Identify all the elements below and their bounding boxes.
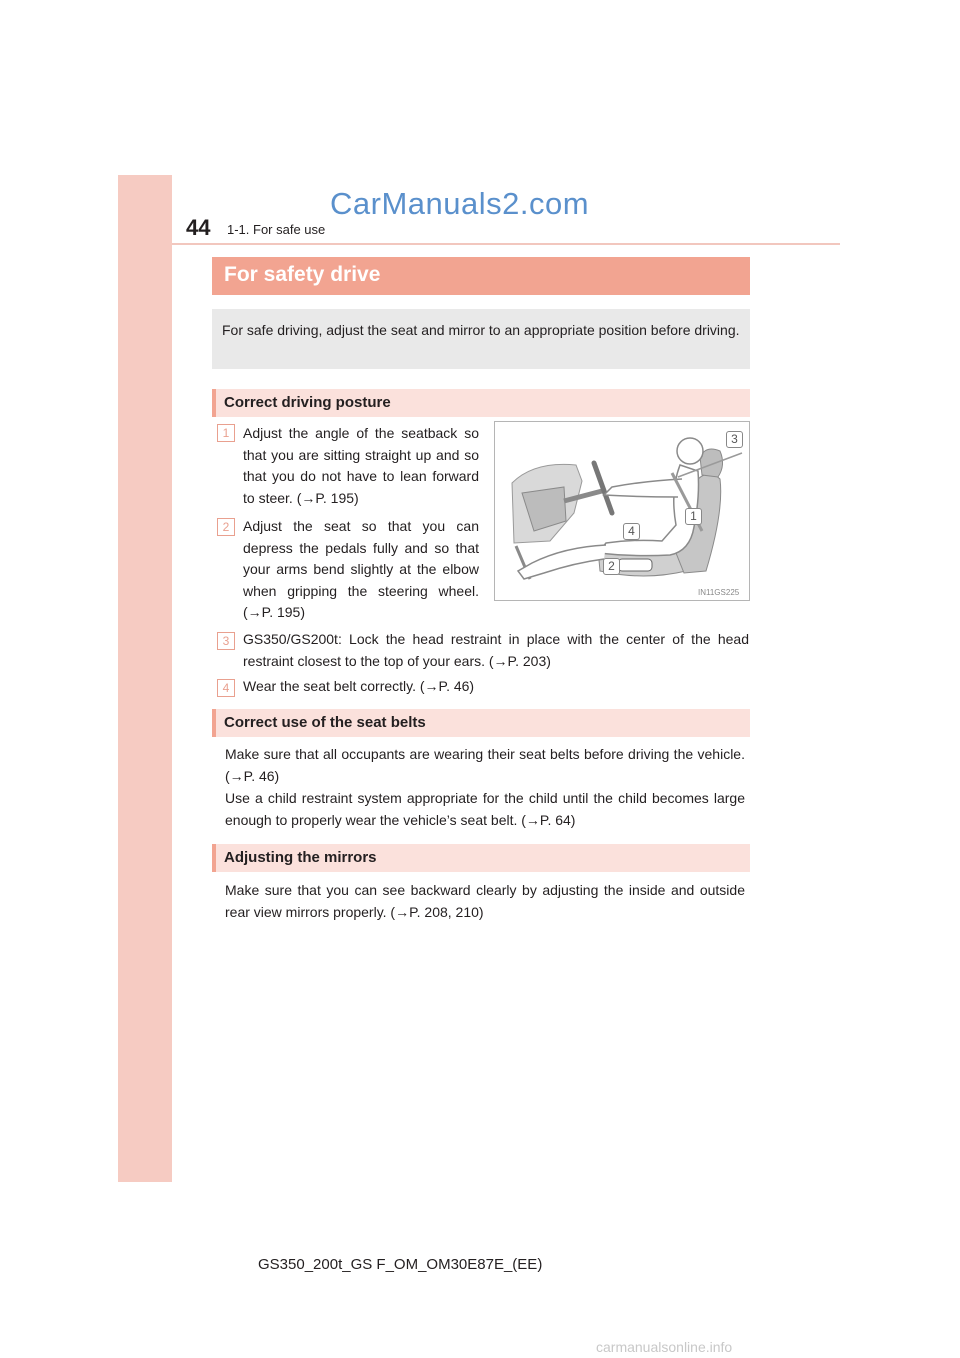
intro-text: For safe driving, adjust the seat and mirror to an appropriate position before driving. bbox=[222, 322, 740, 338]
bottom-watermark[interactable]: carmanualsonline.info bbox=[596, 1339, 733, 1355]
page-title-box bbox=[212, 257, 750, 295]
callout-2: 2 bbox=[603, 558, 620, 575]
heading-mirrors-label: Adjusting the mirrors bbox=[224, 849, 377, 866]
seat-illustration bbox=[494, 421, 750, 601]
callout-4: 4 bbox=[623, 523, 640, 540]
item-4-text: Wear the seat belt correctly. (→P. 46) bbox=[243, 678, 475, 694]
page-number: 44 bbox=[186, 215, 211, 240]
intro-box bbox=[212, 309, 750, 369]
item-1-text: Adjust the angle of the seatback so that you are sitting straight up and so that you do not have to lean forward to steer. (→P. 195) bbox=[243, 425, 479, 506]
header-rule bbox=[172, 243, 840, 245]
item-2-badge: 2 bbox=[217, 518, 235, 536]
callout-1: 1 bbox=[685, 508, 702, 525]
page-title: For safety drive bbox=[224, 263, 381, 286]
item-3-text: GS350/GS200t: Lock the head restraint in place with the center of the head restraint closest to the top of your ears. (→P. 203) bbox=[243, 631, 749, 669]
watermark[interactable]: CarManuals2.com bbox=[330, 186, 590, 221]
heading-mirrors bbox=[212, 844, 750, 872]
heading-seat-belts bbox=[212, 709, 750, 737]
item-3-badge: 3 bbox=[217, 632, 235, 650]
mirrors-para: Make sure that you can see backward clearly by adjusting the inside and outside rear view mirrors properly. (→P. 208, 210) bbox=[225, 882, 745, 920]
side-bar bbox=[118, 175, 172, 1182]
item-1-badge: 1 bbox=[217, 424, 235, 442]
heading-driving-posture-label: Correct driving posture bbox=[224, 394, 391, 411]
heading-seat-belts-label: Correct use of the seat belts bbox=[224, 714, 426, 731]
heading-driving-posture bbox=[212, 389, 750, 417]
section-path: 1-1. For safe use bbox=[227, 222, 326, 237]
driving-posture-figure bbox=[494, 421, 750, 601]
item-2-text: Adjust the seat so that you can depress the pedals fully and so that your arms bend slightly at the elbow when gripping the steering wheel. (→P. 195) bbox=[243, 518, 479, 620]
footer-doc-code: GS350_200t_GS F_OM_OM30E87E_(EE) bbox=[258, 1256, 543, 1273]
callout-3: 3 bbox=[726, 431, 743, 448]
item-4-badge: 4 bbox=[217, 679, 235, 697]
figure-code: IN11GS225 bbox=[698, 588, 740, 597]
seatbelt-para-1: Make sure that all occupants are wearing their seat belts before driving the vehicle. (→P. 46) bbox=[225, 746, 745, 784]
seatbelt-para-2: Use a child restraint system appropriate for the child until the child becomes large enough to properly wear the vehicle’s seat belt. (→P. 64) bbox=[225, 790, 745, 828]
